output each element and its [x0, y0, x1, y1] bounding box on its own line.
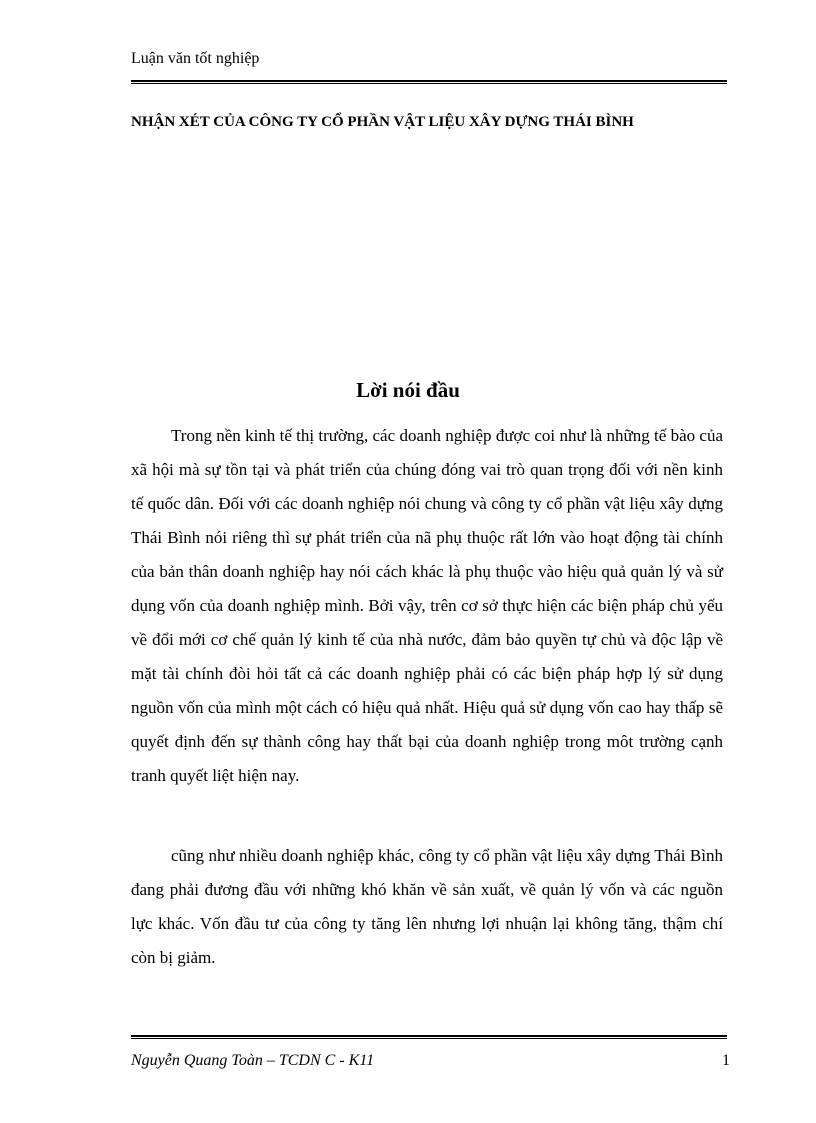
running-header: Luận văn tốt nghiệp: [131, 50, 260, 67]
preface-paragraph-2: cũng như nhiều doanh nghiệp khác, công ty cổ phần vật liệu xây dựng Thái Bình đang phải đương đầu với những khó khăn về sản xuất, về quản lý vốn và các nguồn lực khác. Vốn đầu tư của công ty tăng lên nhưng lợi nhuận lại không tăng, thậm chí còn bị giảm.: [131, 846, 723, 967]
preface-paragraph-1: Trong nền kinh tế thị trường, các doanh nghiệp được coi như là những tế bào của xã hội mà sự tồn tại và phát triển của chúng đóng vai trò quan trọng đối với nền kinh tế quốc dân. Đối với các doanh nghiệp nói chung và công ty cổ phần vật liệu xây dựng Thái Bình nói riêng thì sự phát triển của nã phụ thuộc rất lớn vào hoạt động tài chính của bản thân doanh nghiệp hay nói cách khác là phụ thuộc vào hiệu quả quản lý và sử dụng vốn của doanh nghiệp mình. Bởi vậy, trên cơ sở thực hiện các biện pháp chủ yếu về đổi mới cơ chế quản lý kinh tế của nhà nước, đảm bảo quyền tự chủ và độc lập về mặt tài chính đòi hỏi tất cả các doanh nghiệp phải có các biện pháp hợp lý sử dụng nguồn vốn của mình một cách có hiệu quả nhất. Hiệu quả sử dụng vốn cao hay thấp sẽ quyết định đến sự thành công hay thất bại của doanh nghiệp trong môt trường cạnh tranh quyết liệt hiện nay.: [131, 426, 723, 785]
footer-author: Nguyễn Quang Toàn – TCDN C - K11: [131, 1052, 375, 1069]
page-number: 1: [722, 1052, 730, 1069]
footer-divider: [131, 1035, 727, 1039]
header-divider: [131, 80, 727, 84]
preface-heading: Lời nói đầu: [356, 378, 460, 402]
remark-heading: NHẬN XÉT CỦA CÔNG TY CỔ PHẦN VẬT LIỆU XÂY DỰNG THÁI BÌNH: [131, 114, 634, 130]
